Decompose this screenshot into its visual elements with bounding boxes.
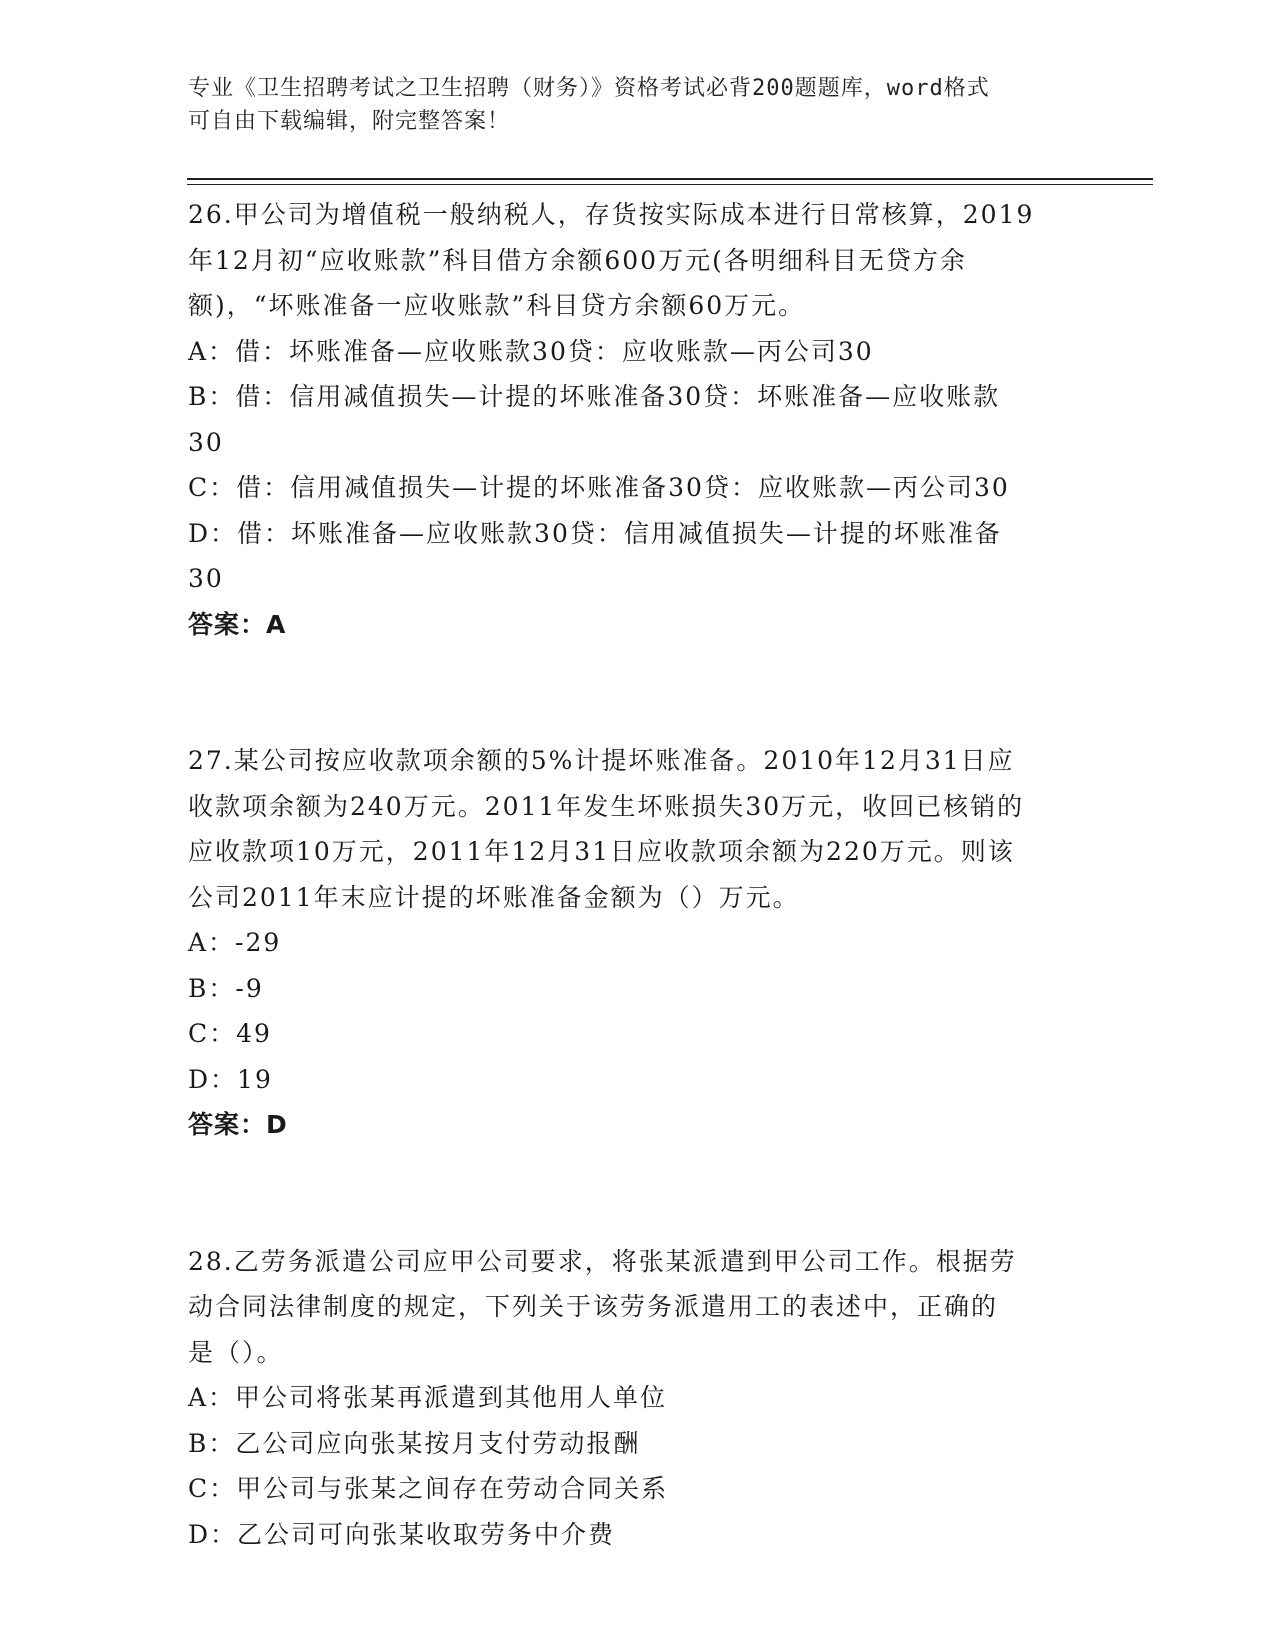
- question-stem-line: 额)，“坏账准备一应收账款”科目贷方余额60万元。: [188, 291, 806, 320]
- question-stem-line: 是（）。: [188, 1337, 284, 1367]
- header-line-1: 专业《卫生招聘考试之卫生招聘（财务）》资格考试必背200题题库，word格式: [188, 76, 990, 101]
- question-stem-line: 26.甲公司为增值税一般纳税人，存货按实际成本进行日常核算，2019: [188, 200, 1035, 229]
- header-line-2: 可自由下载编辑，附完整答案！: [188, 109, 511, 134]
- option-d-continued: 30: [188, 564, 224, 593]
- question-stem-line: 28.乙劳务派遣公司应甲公司要求，将张某派遣到甲公司工作。根据劳: [188, 1246, 1017, 1276]
- question-spacer: [188, 1148, 1078, 1239]
- question-27: [188, 738, 1078, 1148]
- answer-line: 答案：A: [188, 609, 287, 639]
- header-rule-thick: [187, 178, 1153, 180]
- question-stem-line: 应收款项10万元，2011年12月31日应收款项余额为220万元。则该: [188, 837, 1015, 866]
- question-28: [188, 1239, 1078, 1558]
- option-c: C：甲公司与张某之间存在劳动合同关系: [188, 1474, 669, 1503]
- header-rule-thin: [187, 184, 1153, 185]
- option-a: A：甲公司将张某再派遣到其他用人单位: [188, 1383, 668, 1412]
- question-stem-line: 年12月初“应收账款”科目借方余额600万元(各明细科目无贷方余: [188, 245, 967, 275]
- option-d: D：借：坏账准备—应收账款30贷：信用减值损失—计提的坏账准备: [188, 518, 1002, 548]
- option-a: A：借：坏账准备—应收账款30贷：应收账款—丙公司30: [188, 336, 874, 366]
- option-d: D：乙公司可向张某收取劳务中介费: [188, 1519, 616, 1549]
- option-b: B：借：信用减值损失—计提的坏账准备30贷：坏账准备—应收账款: [188, 382, 1001, 411]
- option-d: D：19: [188, 1064, 273, 1094]
- option-b-continued: 30: [188, 427, 224, 457]
- question-stem-line: 27.某公司按应收款项余额的5%计提坏账准备。2010年12月31日应: [188, 746, 1015, 775]
- question-26: [188, 192, 1078, 647]
- answer-line: 答案：D: [188, 1110, 288, 1139]
- document-header: [188, 72, 1068, 138]
- option-b: B：-9: [188, 973, 264, 1003]
- option-c: C：借：信用减值损失—计提的坏账准备30贷：应收账款—丙公司30: [188, 473, 1010, 502]
- option-b: B：乙公司应向张某按月支付劳动报酬: [188, 1428, 641, 1458]
- option-a: A：-29: [188, 928, 282, 957]
- question-stem-line: 公司2011年末应计提的坏账准备金额为（）万元。: [188, 882, 800, 912]
- question-stem-line: 动合同法律制度的规定，下列关于该劳务派遣用工的表述中，正确的: [188, 1292, 999, 1321]
- option-c: C：49: [188, 1019, 272, 1048]
- question-spacer: [188, 647, 1078, 738]
- question-list: [188, 192, 1078, 1557]
- question-stem-line: 收款项余额为240万元。2011年发生坏账损失30万元，收回已核销的: [188, 791, 1025, 821]
